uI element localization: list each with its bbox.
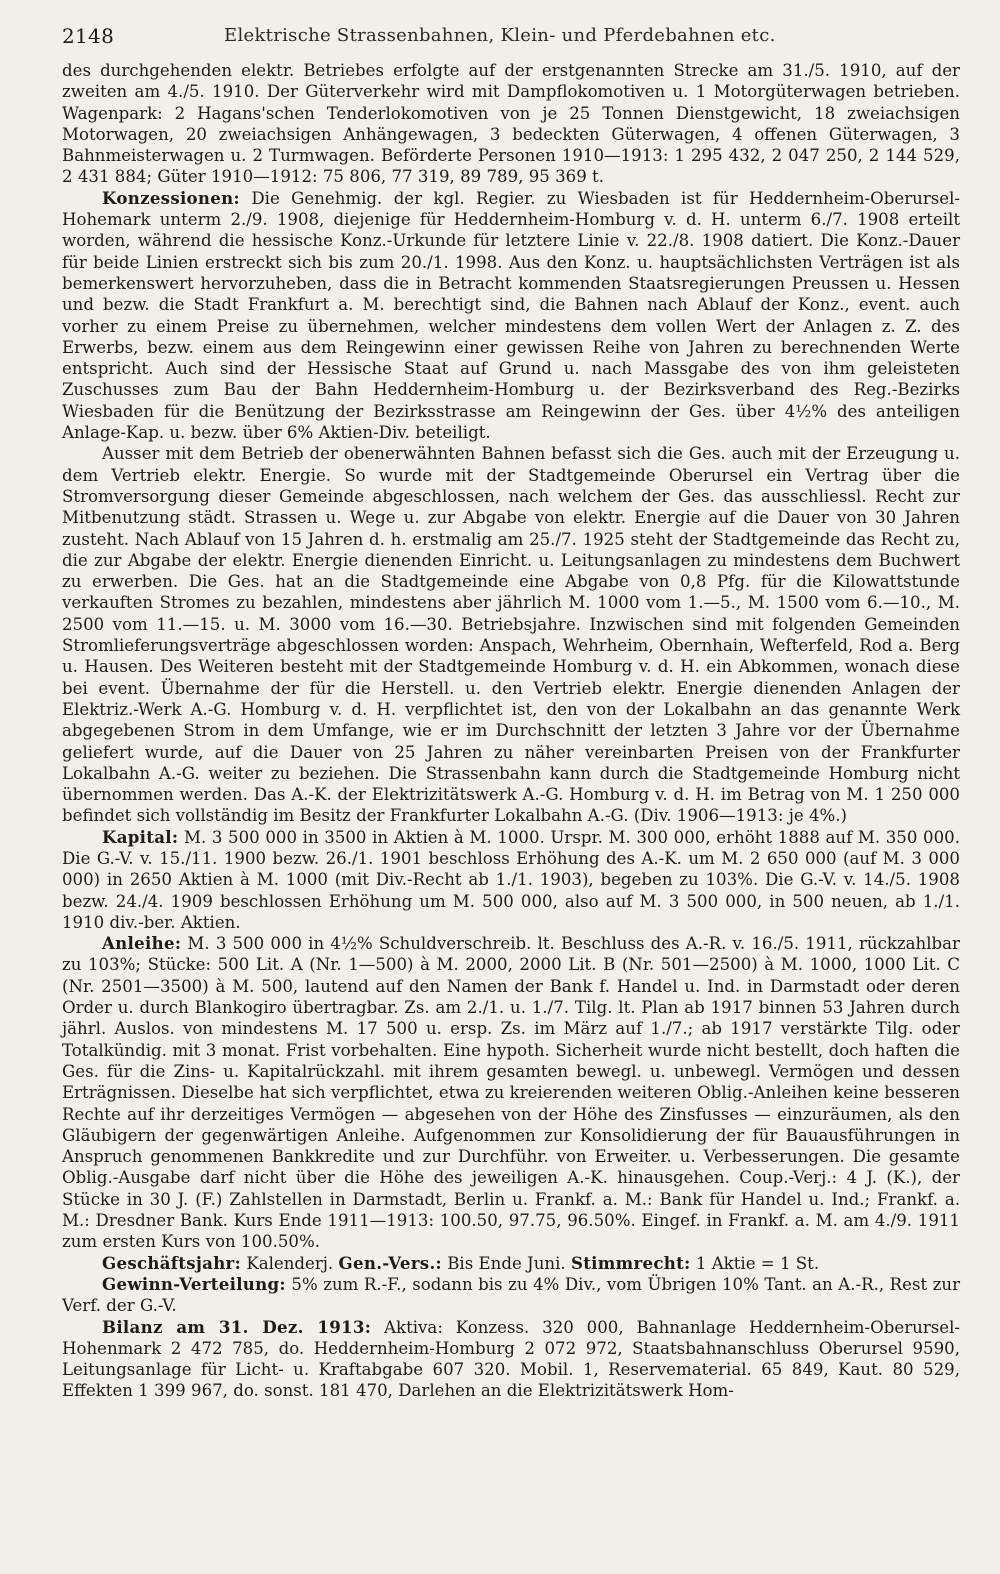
section-lead: Geschäftsjahr: <box>102 1252 242 1273</box>
paragraph-konzessionen <box>62 188 960 444</box>
page-header <box>62 18 960 58</box>
paragraph-betrieb <box>62 60 960 188</box>
section-lead: Bilanz am 31. Dez. 1913: <box>102 1316 372 1337</box>
paragraph-text: 5% zum R.-F., sodann bis zu 4% Div., vom Übrigen 10% Tant. an A.-R., Rest zur Verf. der G.-V. <box>62 1274 961 1316</box>
paragraph-gewinn-verteilung <box>62 1274 960 1317</box>
paragraph-text: des durchgehenden elektr. Betriebes erfolgte auf der erstgenannten Strecke am 31./5. 1910, auf der zweiten am 4./5. 1910. Der Güterverkehr wird mit Dampflokomotiven u. 1 Motorgüterwagen betrieben. Wagenpark: 2 Hagans'schen Tenderlokomotiven von je 25 Tonnen Dienstgewicht, 18 zweiachsigen Motorwagen, 20 zweiachsigen Anhängewagen, 3 bedeckten Güterwagen, 4 offenen Güterwagen, 3 Bahnmeisterwagen u. 2 Turmwagen. Beförderte Personen 1910—1913: 1 295 432, 2 047 250, 2 144 529, 2 431 884; Güter 1910—1912: 75 806, 77 319, 89 789, 95 369 t. <box>62 61 960 187</box>
section-lead: Gewinn-Verteilung: <box>102 1273 286 1294</box>
paragraph-text-gen-vers: Bis Ende Juni. <box>447 1253 566 1273</box>
paragraph-anleihe <box>62 933 960 1252</box>
paragraph-text: Aktiva: Konzess. 320 000, Bahnanlage Heddernheim-Oberursel-Hohenmark 2 472 785, do. Heddernheim-Homburg 2 072 972, Staatsbahnanschluss Oberursel 9590, Leitungsanlage für Licht- u. Kraftabgabe 607 320. Mobil. 1, Reservematerial. 65 849, Kaut. 80 529, Effekten 1 399 967, do. sonst. 181 470, Darlehen an die Elektrizitätswerk Hom- <box>62 1317 961 1401</box>
paragraph-energie <box>62 443 960 826</box>
paragraph-text: M. 3 500 000 in 4½% Schuldverschreib. lt. Beschluss des A.-R. v. 16./5. 1911, rückzahlbar zu 103%; Stücke: 500 Lit. A (Nr. 1—500) à M. 2000, 2000 Lit. B (Nr. 501—2500) à M. 1000, 1000 Lit. C (Nr. 2501—3500) à M. 500, lautend auf den Namen der Bank f. Handel u. Ind. in Darmstadt oder deren Order u. durch Blankogiro übertragbar. Zs. am 2./1. u. 1./7. Tilg. lt. Plan ab 1917 binnen 53 Jahren durch jährl. Auslos. von mindestens M. 17 500 u. ersp. Zs. im März auf 1./7.; ab 1917 verstärkte Tilg. oder Totalkündig. mit 3 monat. Frist vorbehalten. Eine hypoth. Sicherheit wurde nicht bestellt, doch haften die Ges. für die Zins- u. Kapitalrückzahl. mit ihrem gesamten bewegl. u. unbewegl. Vermögen und dessen Erträgnissen. Dieselbe hat sich verpflichtet, etwa zu kreierenden weiteren Oblig.-Anleihen keine besseren Rechte auf ihr derzeitiges Vermögen — abgesehen von der Höhe des Zinsfusses — einzuräumen, als den Gläubigern der gegenwärtigen Anleihe. Aufgenommen zur Konsolidierung der für Bauausführungen in Anspruch genommenen Bankkredite und zur Durchführ. von Erweiter. u. Verbesserungen. Die gesamte Oblig.-Ausgabe darf nicht über die Höhe des jeweiligen A.-K. hinausgehen. Coup.-Verj.: 4 J. (K.), der Stücke in 30 J. (F.) Zahlstellen in Darmstadt, Berlin u. Frankf. a. M.: Bank für Handel u. Ind.; Frankf. a. M.: Dresdner Bank. Kurs Ende 1911—1913: 100.50, 97.75, 96.50%. Eingef. in Frankf. a. M. am 4./9. 1911 zum ersten Kurs von 100.50%. <box>62 934 960 1252</box>
paragraph-text: M. 3 500 000 in 3500 in Aktien à M. 1000. Urspr. M. 300 000, erhöht 1888 auf M. 350 000. Die G.-V. v. 15./11. 1900 bezw. 26./1. 1901 beschloss Erhöhung des A.-K. um M. 2 650 000 (auf M. 3 000 000) in 2650 Aktien à M. 1000 (mit Div.-Recht ab 1./1. 1903), begeben zu 103%. Die G.-V. v. 14./5. 1908 bezw. 24./4. 1909 beschlossen Erhöhung um M. 500 000, also auf M. 3 500 000, in 500 neuen, ab 1./1. 1910 div.-ber. Aktien. <box>62 827 961 932</box>
section-lead-gen-vers: Gen.-Vers.: <box>338 1252 442 1273</box>
page-number: 2148 <box>62 24 115 48</box>
running-title: Elektrische Strassenbahnen, Klein- und Pferdebahnen etc. <box>224 25 776 46</box>
section-lead: Anleihe: <box>102 933 182 954</box>
paragraph-text: Die Genehmig. der kgl. Regier. zu Wiesbaden ist für Heddernheim-Oberursel-Hohemark unterm 2./9. 1908, diejenige für Heddernheim-Homburg v. d. H. unterm 6./7. 1908 erteilt worden, während die hessische Konz.-Urkunde für letztere Linie v. 22./8. 1908 datiert. Die Konz.-Dauer für beide Linien erstreckt sich bis zum 20./1. 1998. Aus den Konz. u. hauptsächlichsten Verträgen ist als bemerkenswert hervorzuheben, dass die in Betracht kommenden Staatsregierungen Preussen u. Hessen und bezw. die Stadt Frankfurt a. M. berechtigt sind, die Bahnen nach Ablauf der Konz., event. auch vorher zu einem Preise zu übernehmen, welcher mindestens dem vollen Wert der Anlagen z. Z. des Erwerbs, bezw. einem aus dem Reingewinn einer gewissen Reihe von Jahren zu berechnenden Werte entspricht. Auch sind der Hessische Staat auf Grund u. nach Massgabe des von ihm geleisteten Zuschusses zum Bau der Bahn Heddernheim-Homburg u. der Bezirksverband des Reg.-Bezirks Wiesbaden für die Benützung der Bezirksstrasse am Reingewinn der Ges. über 4½% des anteiligen Anlage-Kap. u. bezw. über 6% Aktien-Div. beteiligt. <box>62 188 961 443</box>
paragraph-text: Kalenderj. <box>246 1253 334 1273</box>
paragraph-text-stimmrecht: 1 Aktie = 1 St. <box>695 1253 820 1273</box>
section-lead: Kapital: <box>102 826 179 847</box>
section-lead: Konzessionen: <box>102 187 240 208</box>
paragraph-text: Ausser mit dem Betrieb der obenerwähnten Bahnen befasst sich die Ges. auch mit der Erzeugung u. dem Vertrieb elektr. Energie. So wurde mit der Stadtgemeinde Oberursel ein Vertrag über die Stromversorgung dieser Gemeinde abgeschlossen, nach welchem der Ges. das ausschliessl. Recht zur Mitbenutzung städt. Strassen u. Wege u. zur Abgabe von elektr. Energie auf die Dauer von 30 Jahren zusteht. Nach Ablauf von 15 Jahren d. h. erstmalig am 25./7. 1925 steht der Stadtgemeinde das Recht zu, die zur Abgabe der elektr. Energie dienenden Einricht. u. Leitungsanlagen zu mindestens dem Buchwert zu erwerben. Die Ges. hat an die Stadtgemeinde eine Abgabe von 0,8 Pfg. für die Kilowattstunde verkauften Stromes zu bezahlen, mindestens aber jährlich M. 1000 vom 1.—5., M. 1500 vom 6.—10., M. 2500 vom 11.—15. u. M. 3000 vom 16.—30. Betriebsjahre. Inzwischen sind mit folgenden Gemeinden Stromlieferungsverträge abgeschlossen worden: Anspach, Wehrheim, Obernhain, Wefterfeld, Rod a. Berg u. Hausen. Des Weiteren besteht mit der Stadtgemeinde Homburg v. d. H. ein Abkommen, wonach diese bei event. Übernahme der für die Herstell. u. den Vertrieb elektr. Energie dienenden Anlagen der Elektriz.-Werk A.-G. Homburg v. d. H. verpflichtet ist, den von der Lokalbahn an das genannte Werk abgegebenen Strom in dem Umfange, wie er im Durchschnitt der letzten 3 Jahre vor der Übernahme geliefert wurde, auf die Dauer von 25 Jahren zu näher vereinbarten Preisen von der Frankfurter Lokalbahn A.-G. weiter zu beziehen. Die Strassenbahn kann durch die Stadtgemeinde Homburg nicht übernommen werden. Das A.-K. der Elektrizitätswerk A.-G. Homburg v. d. H. im Betrag von M. 1 250 000 befindet sich vollständig im Besitz der Frankfurter Lokalbahn A.-G. (Div. 1906—1913: je 4%.) <box>62 444 960 826</box>
section-lead-stimmrecht: Stimmrecht: <box>570 1252 691 1273</box>
paragraph-geschaeftsjahr <box>62 1253 960 1274</box>
paragraph-bilanz <box>62 1317 960 1402</box>
paragraph-kapital <box>62 827 960 933</box>
body-text <box>62 60 960 1402</box>
